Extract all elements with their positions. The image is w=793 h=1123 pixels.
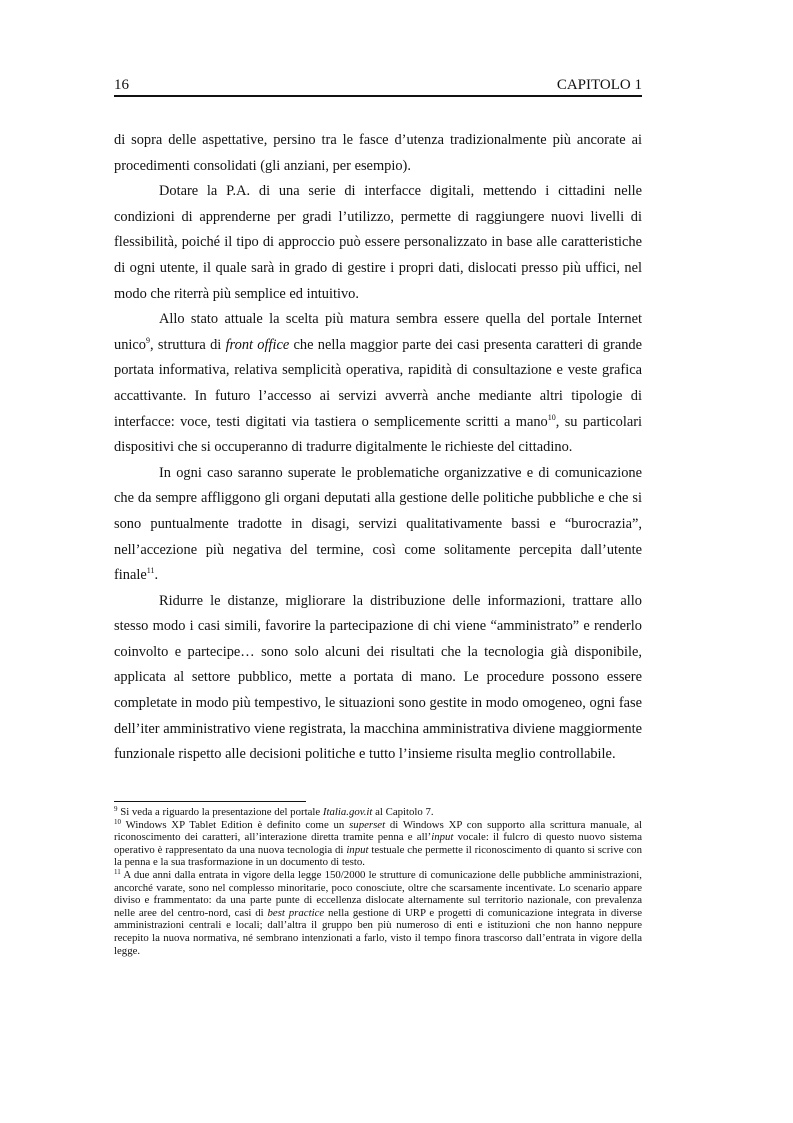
header-rule <box>114 95 642 97</box>
body-text <box>114 128 642 768</box>
page-number: 16 <box>114 77 129 93</box>
paragraph: Dotare la P.A. di una serie di interfacce digitali, mettendo i cittadini nelle condizioni di apprenderne per gradi l’utilizzo, permette di raggiungere nuovi livelli di flessibilità, poiché il tipo di approccio può essere personalizzato in base alle caratteristiche di ogni utente, il quale sarà in grado di gestire i propri dati, dislocati presso più uffici, nel modo che riterrà più semplice ed intuitivo. <box>114 183 642 302</box>
paragraph: In ogni caso saranno superate le problematiche organizzative e di comunicazione che da sempre affliggono gli organi deputati alla gestione delle politiche pubbliche e che si sono puntualmente tradotte in disagi, servizi qualitativamente bassi e “burocrazia”, nell’accezione più negativa del termine, così come solitamente percepita dall’utente finale$^{11}$. <box>114 464 642 584</box>
footnote-ref[interactable]: 10 <box>547 412 556 422</box>
footnote-ref[interactable]: 11 <box>146 566 155 576</box>
document-page <box>114 0 642 1123</box>
paragraph: di sopra delle aspettative, persino tra le fasce d’utenza tradizionalmente più ancorate ai procedimenti consolidati (gli anziani, per esempio). <box>114 132 642 174</box>
footnote: $^{10}$ Windows XP Tablet Edition è definito come un superset di Windows XP con supporto alla scrittura manuale, al riconoscimento dei caratteri, all’interazione diretta tramite penna e all’input vocale: il fulcro di questo nuovo sistema operativo è rappresentato da una nuova tecnologia di input testuale che permette il riconoscimento di quanto si scrive con la penna e la sua trasformazione in un documento di testo. <box>114 817 643 869</box>
paragraph: Allo stato attuale la scelta più matura sembra essere quella del portale Internet unico$^9$, struttura di front office che nella maggior parte dei casi presenta caratteri di grande portata informativa, relativa semplicità operativa, rapidità di consultazione e veste grafica accattivante. In futuro l’accesso ai servizi avverrà anche mediante altri tipologie di interfacce: voce, testi digitati via tastiera o semplicemente scritti a mano$^{10}$, su particolari dispositivi che si occuperanno di tradurre digitalmente le richieste del cittadino. <box>114 311 643 456</box>
chapter-title: CAPITOLO 1 <box>556 77 642 93</box>
footnote: $^9$ Si veda a riguardo la presentazione del portale Italia.gov.it al Capitolo 7. <box>114 805 434 818</box>
footnote-rule <box>114 801 306 802</box>
emphasis: front office <box>225 336 290 353</box>
footnotes <box>114 806 642 957</box>
footnote: $^{11}$ A due anni dalla entrata in vigore della legge 150/2000 le strutture di comunicazione delle pubbliche amministrazioni, ancorché varate, sono nel complesso minoritarie, poco conosciute, oltre che scarsamente incentivate. Lo scenario appare diviso e frammentato: da una parte punte di eccellenza dislocate alternamente sul territorio nazionale, con prevalenza nelle aree del centro-nord, casi di best practice nella gestione di URP e progetti di comunicazione integrata in diverse amministrazioni centrali e locali; dall’altra il gruppo ben più numeroso di enti e istituzioni che non hanno neppure recepito la nuova normativa, né sembrano intenzionati a farlo, visto il tempo finora trascorso dall’entrata in vigore della legge. <box>114 867 642 957</box>
footnote-ref[interactable]: 9 <box>145 335 150 345</box>
paragraph: Ridurre le distanze, migliorare la distribuzione delle informazioni, trattare allo stesso modo i casi simili, favorire la partecipazione di chi viene “amministrato” e renderlo coinvolto e partecipe… sono solo alcuni dei risultati che la tecnologia già disponibile, applicata al settore pubblico, mette a portata di mano. Le procedure possono essere completate in modo più tempestivo, le situazioni sono gestite in modo omogeneo, ogni fase dell’iter amministrativo viene registrata, la macchina amministrativa diviene maggiormente funzionale rispetto alle decisioni politiche e tutto l’insieme risulta meglio controllabile. <box>114 592 642 763</box>
page-header <box>114 77 642 97</box>
